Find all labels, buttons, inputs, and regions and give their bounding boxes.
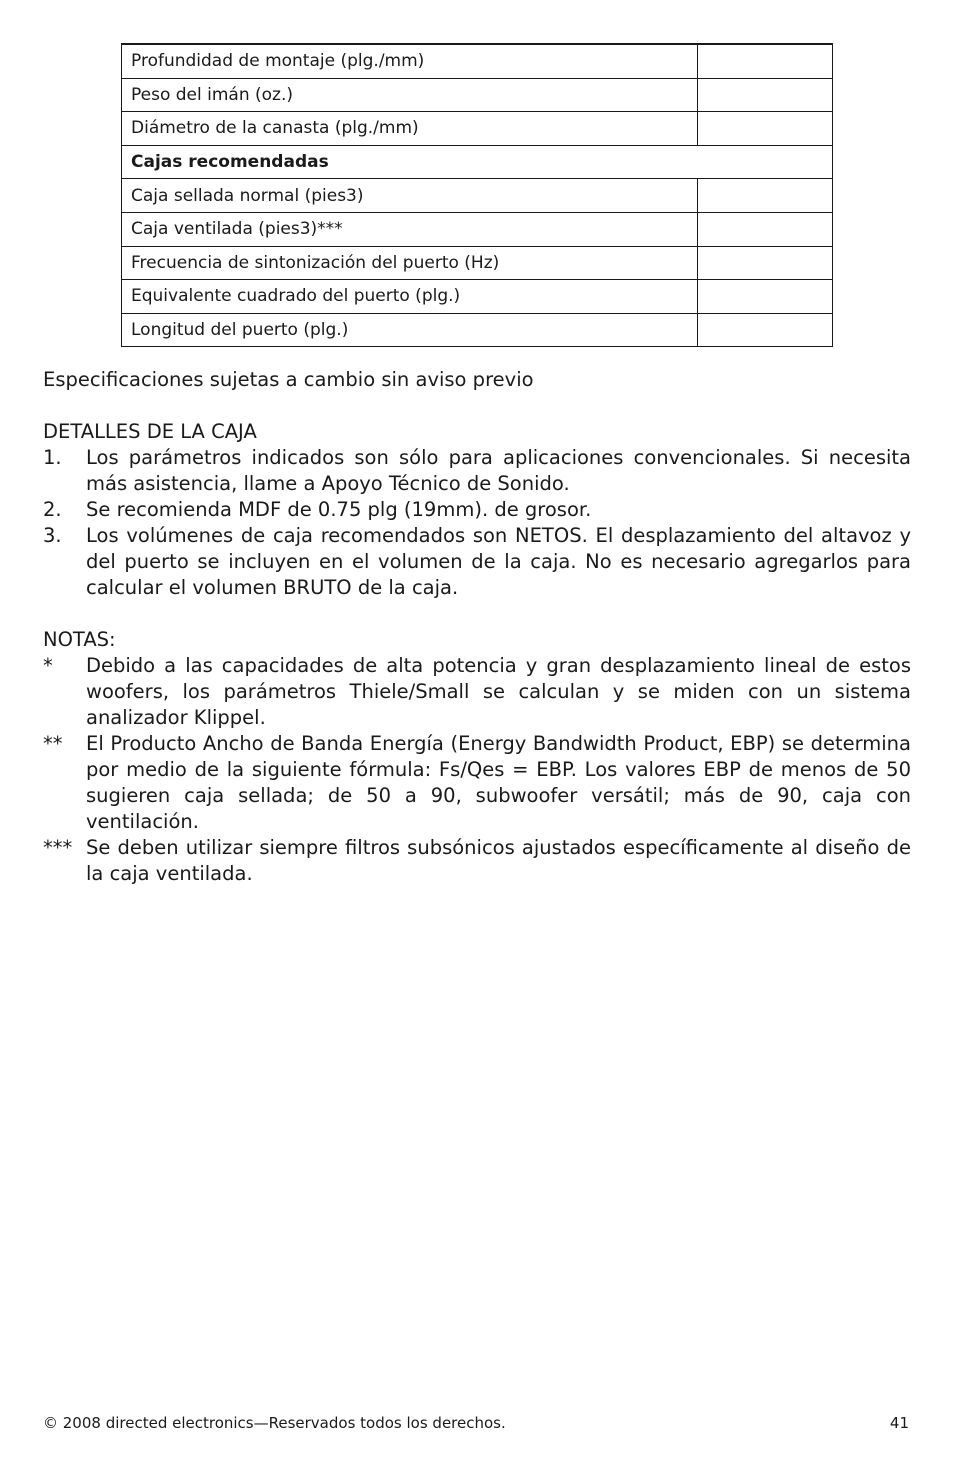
notes-list-item [43, 653, 911, 731]
table-row [122, 44, 833, 78]
spec-label: Caja sellada normal (pies3) [122, 179, 698, 213]
spec-value [698, 112, 833, 146]
details-list-item [43, 497, 911, 523]
list-item-text: Se recomienda MDF de 0.75 plg (19mm). de grosor. [86, 498, 592, 521]
spec-label: Frecuencia de sintonización del puerto (Hz) [122, 246, 698, 280]
note-marker: * [43, 654, 53, 677]
spec-label: Diámetro de la canasta (plg./mm) [122, 112, 698, 146]
list-marker: 2. [43, 498, 62, 521]
details-list-item [43, 445, 911, 497]
table-row [122, 280, 833, 314]
spec-value [698, 313, 833, 347]
list-item-text: Los parámetros indicados son sólo para aplicaciones convencionales. Si necesita más asistencia, llame a Apoyo Técnico de Sonido. [86, 446, 911, 495]
table-row [122, 313, 833, 347]
details-heading: DETALLES DE LA CAJA [43, 420, 257, 443]
table-section-row [122, 145, 833, 179]
spec-value [698, 179, 833, 213]
paragraph-spacer [43, 601, 911, 627]
note-marker: ** [43, 732, 63, 755]
table-row [122, 212, 833, 246]
page-number: 41 [889, 1414, 909, 1432]
table-row [122, 246, 833, 280]
specifications-table [121, 43, 833, 347]
spec-label: Equivalente cuadrado del puerto (plg.) [122, 280, 698, 314]
spec-label: Peso del imán (oz.) [122, 78, 698, 112]
page-footer [43, 1413, 909, 1433]
notes-list-item [43, 835, 911, 887]
note-text: El Producto Ancho de Banda Energía (Energy Bandwidth Product, EBP) se determina por medio de la siguiente fórmula: Fs/Qes = EBP. Los valores EBP de menos de 50 sugieren caja sellada; de 50 a 90, subwoofer versátil; más de 90, caja con ventilación. [86, 732, 911, 833]
list-marker: 3. [43, 524, 62, 547]
spec-label: Longitud del puerto (plg.) [122, 313, 698, 347]
table-row [122, 112, 833, 146]
spec-label: Caja ventilada (pies3)*** [122, 212, 698, 246]
copyright-text: © 2008 directed electronics—Reservados todos los derechos. [43, 1414, 506, 1432]
notes-list-item [43, 731, 911, 835]
spec-label: Profundidad de montaje (plg./mm) [122, 44, 698, 78]
spec-value [698, 280, 833, 314]
list-item-text: Los volúmenes de caja recomendados son NETOS. El desplazamiento del altavoz y del puerto se incluyen en el volumen de la caja. No es necesario agregarlos para calcular el volumen BRUTO de la caja. [86, 524, 911, 599]
document-body [43, 367, 911, 887]
spec-value [698, 78, 833, 112]
note-text: Se deben utilizar siempre filtros subsónicos ajustados específicamente al diseño de la caja ventilada. [86, 836, 911, 885]
table-row [122, 78, 833, 112]
note-text: Debido a las capacidades de alta potencia y gran desplazamiento lineal de estos woofers, los parámetros Thiele/Small se calculan y se miden con un sistema analizador Klippel. [86, 654, 911, 729]
table-row [122, 179, 833, 213]
details-list-item [43, 523, 911, 601]
notes-heading: NOTAS: [43, 628, 116, 651]
spec-value [698, 246, 833, 280]
paragraph-spacer [43, 393, 911, 419]
note-marker: *** [43, 836, 73, 859]
spec-value [698, 212, 833, 246]
table-section-title: Cajas recomendadas [122, 145, 833, 179]
disclaimer-text: Especificaciones sujetas a cambio sin aviso previo [43, 368, 534, 391]
spec-value [698, 44, 833, 78]
list-marker: 1. [43, 446, 62, 469]
